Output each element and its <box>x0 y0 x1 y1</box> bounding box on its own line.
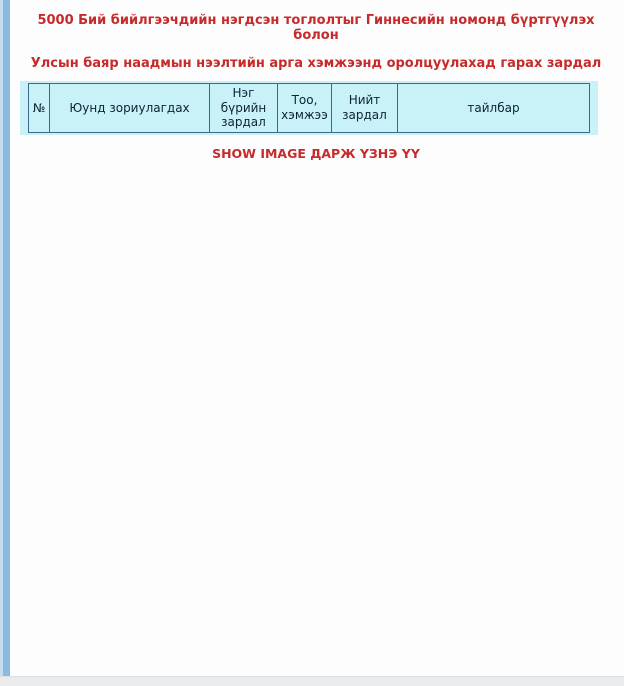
col-header-quantity: Тоо, хэмжээ <box>278 84 332 133</box>
col-header-number: № <box>29 84 50 133</box>
footer-instruction: SHOW IMAGE ДАРЖ ҮЗНЭ ҮҮ <box>212 145 420 161</box>
header-row <box>29 84 590 133</box>
left-decor-bar <box>0 0 10 676</box>
bottom-strip <box>0 676 624 686</box>
cost-table-wrapper <box>20 81 598 135</box>
page-content <box>18 0 614 161</box>
col-header-note: тайлбар <box>398 84 590 133</box>
col-header-total-cost: Нийт зардал <box>332 84 398 133</box>
cost-table <box>28 83 590 133</box>
col-header-purpose: Юунд зориулагдах <box>50 84 210 133</box>
col-header-unit-cost: Нэг бүрийн зардал <box>210 84 278 133</box>
title-line-2: Улсын баяр наадмын нээлтийн арга хэмжээнд оролцуулахад гарах зардал <box>30 56 602 71</box>
page-title <box>18 13 614 71</box>
title-line-1: 5000 Бий бийлгээчдийн нэгдсэн тоглолтыг Гиннесийн номонд бүртгүүлэх болон <box>37 13 595 43</box>
